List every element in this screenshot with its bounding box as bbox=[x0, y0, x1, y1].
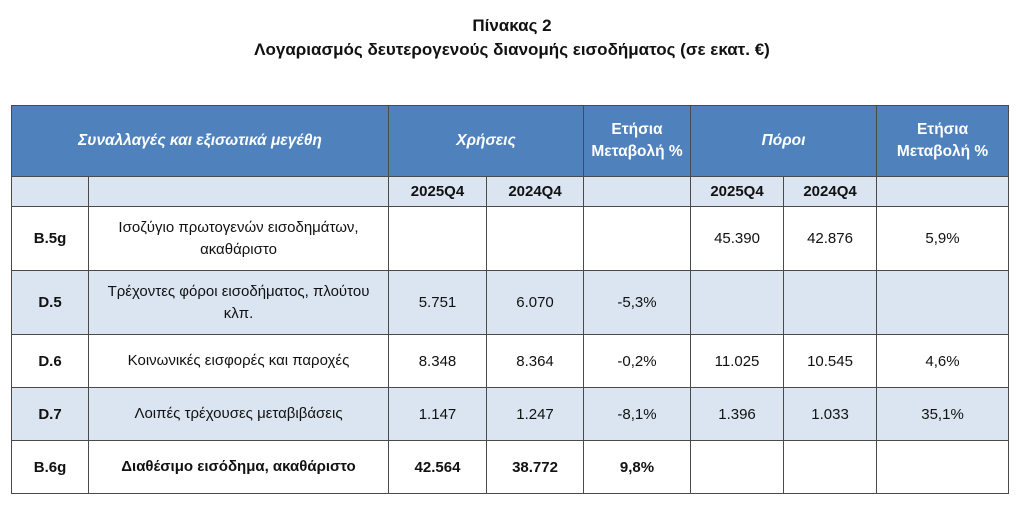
subheader-empty-desc bbox=[89, 177, 389, 207]
table-row bbox=[12, 388, 1009, 441]
row-res-2025: 45.390 bbox=[691, 207, 784, 271]
subheader-res-2024: 2024Q4 bbox=[784, 177, 877, 207]
row-description: Ισοζύγιο πρωτογενών εισοδημάτων, ακαθάριστο bbox=[89, 207, 389, 271]
row-description: Τρέχοντες φόροι εισοδήματος, πλούτου κλπ. bbox=[89, 271, 389, 335]
row-uses-2024: 8.364 bbox=[487, 335, 584, 388]
subheader-uses-2025: 2025Q4 bbox=[389, 177, 487, 207]
row-code: D.6 bbox=[12, 335, 89, 388]
row-uses-2024: 1.247 bbox=[487, 388, 584, 441]
table-row-total bbox=[12, 441, 1009, 494]
row-uses-2025 bbox=[389, 207, 487, 271]
row-uses-change bbox=[584, 207, 691, 271]
row-res-2025 bbox=[691, 271, 784, 335]
row-code: D.7 bbox=[12, 388, 89, 441]
header-resources: Πόροι bbox=[691, 106, 877, 177]
row-description: Λοιπές τρέχουσες μεταβιβάσεις bbox=[89, 388, 389, 441]
row-res-2024: 42.876 bbox=[784, 207, 877, 271]
header-row bbox=[12, 106, 1009, 177]
row-description: Διαθέσιμο εισόδημα, ακαθάριστο bbox=[89, 441, 389, 494]
subheader-uses-2024: 2024Q4 bbox=[487, 177, 584, 207]
table-row bbox=[12, 271, 1009, 335]
row-res-change bbox=[877, 441, 1009, 494]
row-code: D.5 bbox=[12, 271, 89, 335]
row-res-2024: 10.545 bbox=[784, 335, 877, 388]
row-res-2025: 11.025 bbox=[691, 335, 784, 388]
row-code: B.5g bbox=[12, 207, 89, 271]
row-res-change bbox=[877, 271, 1009, 335]
row-res-change: 35,1% bbox=[877, 388, 1009, 441]
header-transactions: Συναλλαγές και εξισωτικά μεγέθη bbox=[12, 106, 389, 177]
row-uses-change: 9,8% bbox=[584, 441, 691, 494]
row-uses-2025: 1.147 bbox=[389, 388, 487, 441]
table-title-block bbox=[0, 0, 1024, 62]
row-res-change: 5,9% bbox=[877, 207, 1009, 271]
row-uses-change: -5,3% bbox=[584, 271, 691, 335]
row-uses-2025: 5.751 bbox=[389, 271, 487, 335]
row-uses-change: -0,2% bbox=[584, 335, 691, 388]
row-uses-2025: 8.348 bbox=[389, 335, 487, 388]
table-row bbox=[12, 207, 1009, 271]
row-uses-2024 bbox=[487, 207, 584, 271]
row-code: B.6g bbox=[12, 441, 89, 494]
header-uses: Χρήσεις bbox=[389, 106, 584, 177]
row-res-2024 bbox=[784, 271, 877, 335]
row-res-2025: 1.396 bbox=[691, 388, 784, 441]
subheader-empty-code bbox=[12, 177, 89, 207]
table-row bbox=[12, 335, 1009, 388]
row-res-2024 bbox=[784, 441, 877, 494]
row-uses-2024: 38.772 bbox=[487, 441, 584, 494]
row-uses-2024: 6.070 bbox=[487, 271, 584, 335]
row-res-2025 bbox=[691, 441, 784, 494]
header-annual-change-resources: Ετήσια Μεταβολή % bbox=[877, 106, 1009, 177]
income-distribution-table bbox=[11, 105, 1009, 494]
subheader-res-2025: 2025Q4 bbox=[691, 177, 784, 207]
subheader-row bbox=[12, 177, 1009, 207]
row-uses-change: -8,1% bbox=[584, 388, 691, 441]
header-annual-change-uses: Ετήσια Μεταβολή % bbox=[584, 106, 691, 177]
row-res-2024: 1.033 bbox=[784, 388, 877, 441]
row-res-change: 4,6% bbox=[877, 335, 1009, 388]
row-uses-2025: 42.564 bbox=[389, 441, 487, 494]
subheader-empty-change-1 bbox=[584, 177, 691, 207]
table-title: Λογαριασμός δευτερογενούς διανομής εισοδήματος (σε εκατ. €) bbox=[254, 40, 770, 59]
row-description: Κοινωνικές εισφορές και παροχές bbox=[89, 335, 389, 388]
table-number: Πίνακας 2 bbox=[472, 16, 552, 35]
subheader-empty-change-2 bbox=[877, 177, 1009, 207]
